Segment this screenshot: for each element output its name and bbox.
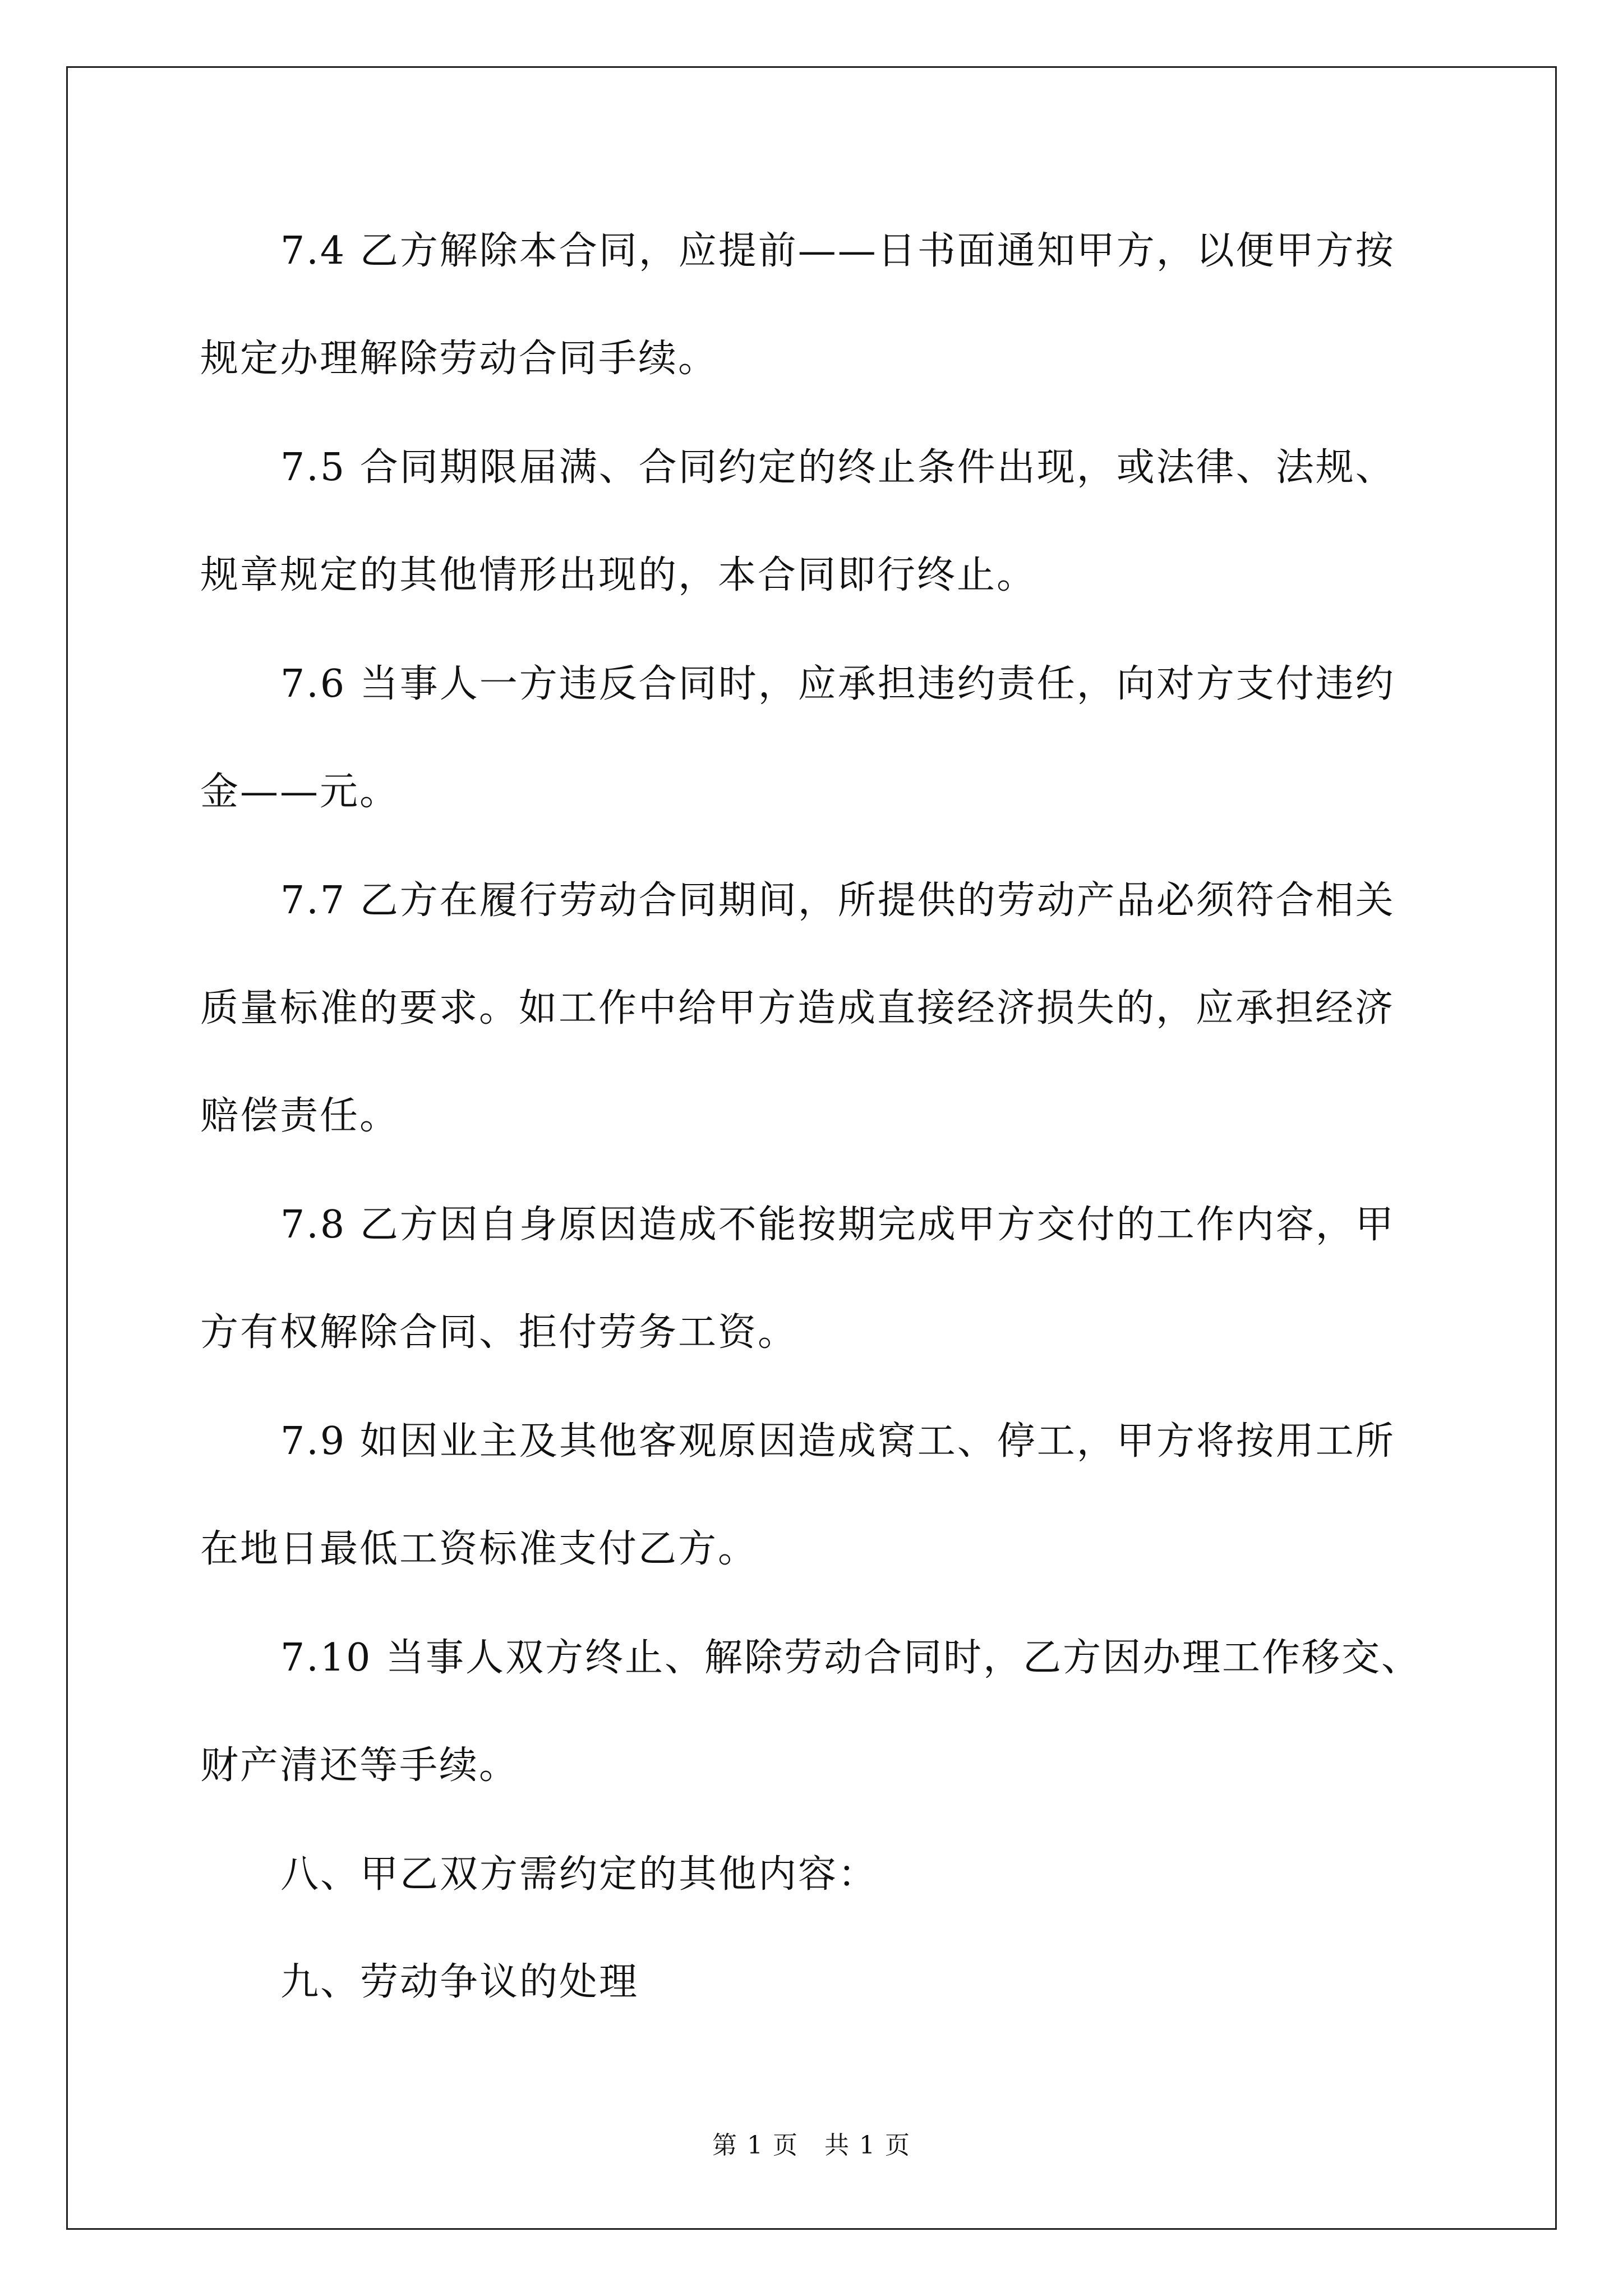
paragraph-7-6-line-1: 7.6 当事人一方违反合同时，应承担违约责任，向对方支付违约 [280,662,1395,706]
section-8-heading: 八、甲乙双方需约定的其他内容： [280,1852,878,1897]
page-border [66,66,1557,2230]
paragraph-7-5-line-2: 规章规定的其他情形出现的，本合同即行终止。 [200,553,1037,597]
page-number-footer: 第 1 页 共 1 页 [712,2131,911,2160]
paragraph-7-4-line-1: 7.4 乙方解除本合同，应提前——日书面通知甲方，以便甲方按 [280,229,1395,273]
paragraph-7-10-line-1: 7.10 当事人双方终止、解除劳动合同时，乙方因办理工作移交、 [280,1636,1422,1680]
paragraph-7-8-line-1: 7.8 乙方因自身原因造成不能按期完成甲方交付的工作内容，甲 [280,1203,1395,1247]
section-9-heading: 九、劳动争议的处理 [280,1960,639,2004]
paragraph-7-6-line-2: 金——元。 [200,770,400,814]
paragraph-7-7-line-3: 赔偿责任。 [200,1094,400,1138]
paragraph-7-9-line-2: 在地日最低工资标准支付乙方。 [200,1527,758,1571]
paragraph-7-7-line-1: 7.7 乙方在履行劳动合同期间，所提供的劳动产品必须符合相关 [280,878,1395,923]
paragraph-7-4-line-2: 规定办理解除劳动合同手续。 [200,337,718,381]
paragraph-7-7-line-2: 质量标准的要求。如工作中给甲方造成直接经济损失的，应承担经济 [200,986,1395,1030]
paragraph-7-9-line-1: 7.9 如因业主及其他客观原因造成窝工、停工，甲方将按用工所 [280,1419,1395,1464]
paragraph-7-10-line-2: 财产清还等手续。 [200,1743,519,1788]
paragraph-7-5-line-1: 7.5 合同期限届满、合同约定的终止条件出现，或法律、法规、 [280,445,1395,490]
paragraph-7-8-line-2: 方有权解除合同、拒付劳务工资。 [200,1310,798,1355]
